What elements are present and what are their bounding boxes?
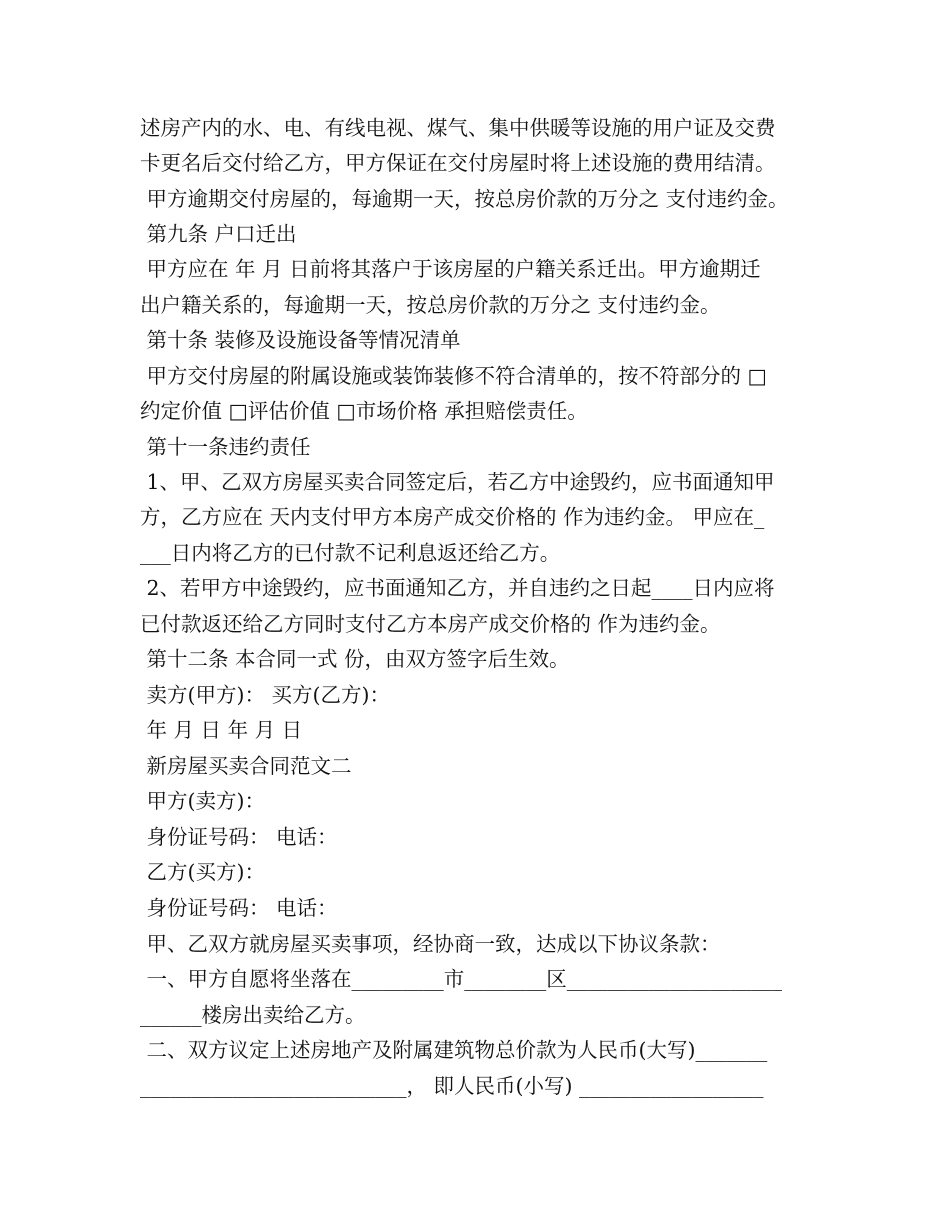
- date-line: 年 月 日 年 月 日: [140, 718, 303, 742]
- text-line: 2、若甲方中途毁约，应书面通知乙方，并自违约之日起____日内应将: [140, 576, 775, 600]
- text-line: 甲方逾期交付房屋的，每逾期一天，按总房价款的万分之 支付违约金。: [140, 187, 789, 211]
- document-title: 新房屋买卖合同范文二: [140, 754, 352, 778]
- party-line: 身份证号码： 电话：: [140, 896, 338, 920]
- text-line: 方，乙方应在 天内支付甲方本房产成交价格的 作为违约金。 甲应在_: [140, 505, 765, 529]
- text-line: 二、双方议定上述房地产及附属建筑物总价款为人民币(大写)_______: [140, 1038, 768, 1062]
- signature-line: 卖方(甲方)： 买方(乙方)：: [140, 683, 391, 707]
- section-heading: 第十一条违约责任: [140, 435, 311, 459]
- text-line: 卡更名后交付给乙方，甲方保证在交付房屋时将上述设施的费用结清。: [140, 151, 776, 175]
- party-line: 身份证号码： 电话：: [140, 825, 338, 849]
- text-line: 出户籍关系的，每逾期一天，按总房价款的万分之 支付违约金。: [140, 293, 721, 317]
- party-line: 乙方(买方)：: [140, 860, 266, 884]
- text-line: ___日内将乙方的已付款不记利息返还给乙方。: [140, 541, 561, 565]
- section-heading: 第十二条 本合同一式 份，由双方签字后生效。: [140, 647, 570, 671]
- section-heading: 第九条 户口迁出: [140, 222, 297, 246]
- text-line: __________________________， 即人民币(小写) __________________: [140, 1074, 764, 1098]
- party-line: 甲方(卖方)：: [140, 789, 266, 813]
- text-line: 甲方应在 年 月 日前将其落户于该房屋的户籍关系迁出。甲方逾期迁: [140, 257, 761, 281]
- text-line: 甲、乙双方就房屋买卖事项，经协商一致，达成以下协议条款：: [140, 932, 721, 956]
- text-line: 约定价值 □评估价值 □市场价格 承担赔偿责任。: [140, 399, 588, 423]
- text-line: 甲方交付房屋的附属设施或装饰装修不符合清单的，按不符部分的 □: [140, 364, 767, 388]
- text-line: 已付款返还给乙方同时支付乙方本房产成交价格的 作为违约金。: [140, 612, 721, 636]
- text-line: 述房产内的水、电、有线电视、煤气、集中供暖等设施的用户证及交费: [140, 116, 776, 140]
- text-line: 1、甲、乙双方房屋买卖合同签定后，若乙方中途毁约，应书面通知甲: [140, 470, 775, 494]
- section-heading: 第十条 装修及设施设备等情况清单: [140, 328, 461, 352]
- text-line: ______楼房出卖给乙方。: [140, 1003, 366, 1027]
- text-line: 一、甲方自愿将坐落在_________市________区_____________________: [140, 967, 783, 991]
